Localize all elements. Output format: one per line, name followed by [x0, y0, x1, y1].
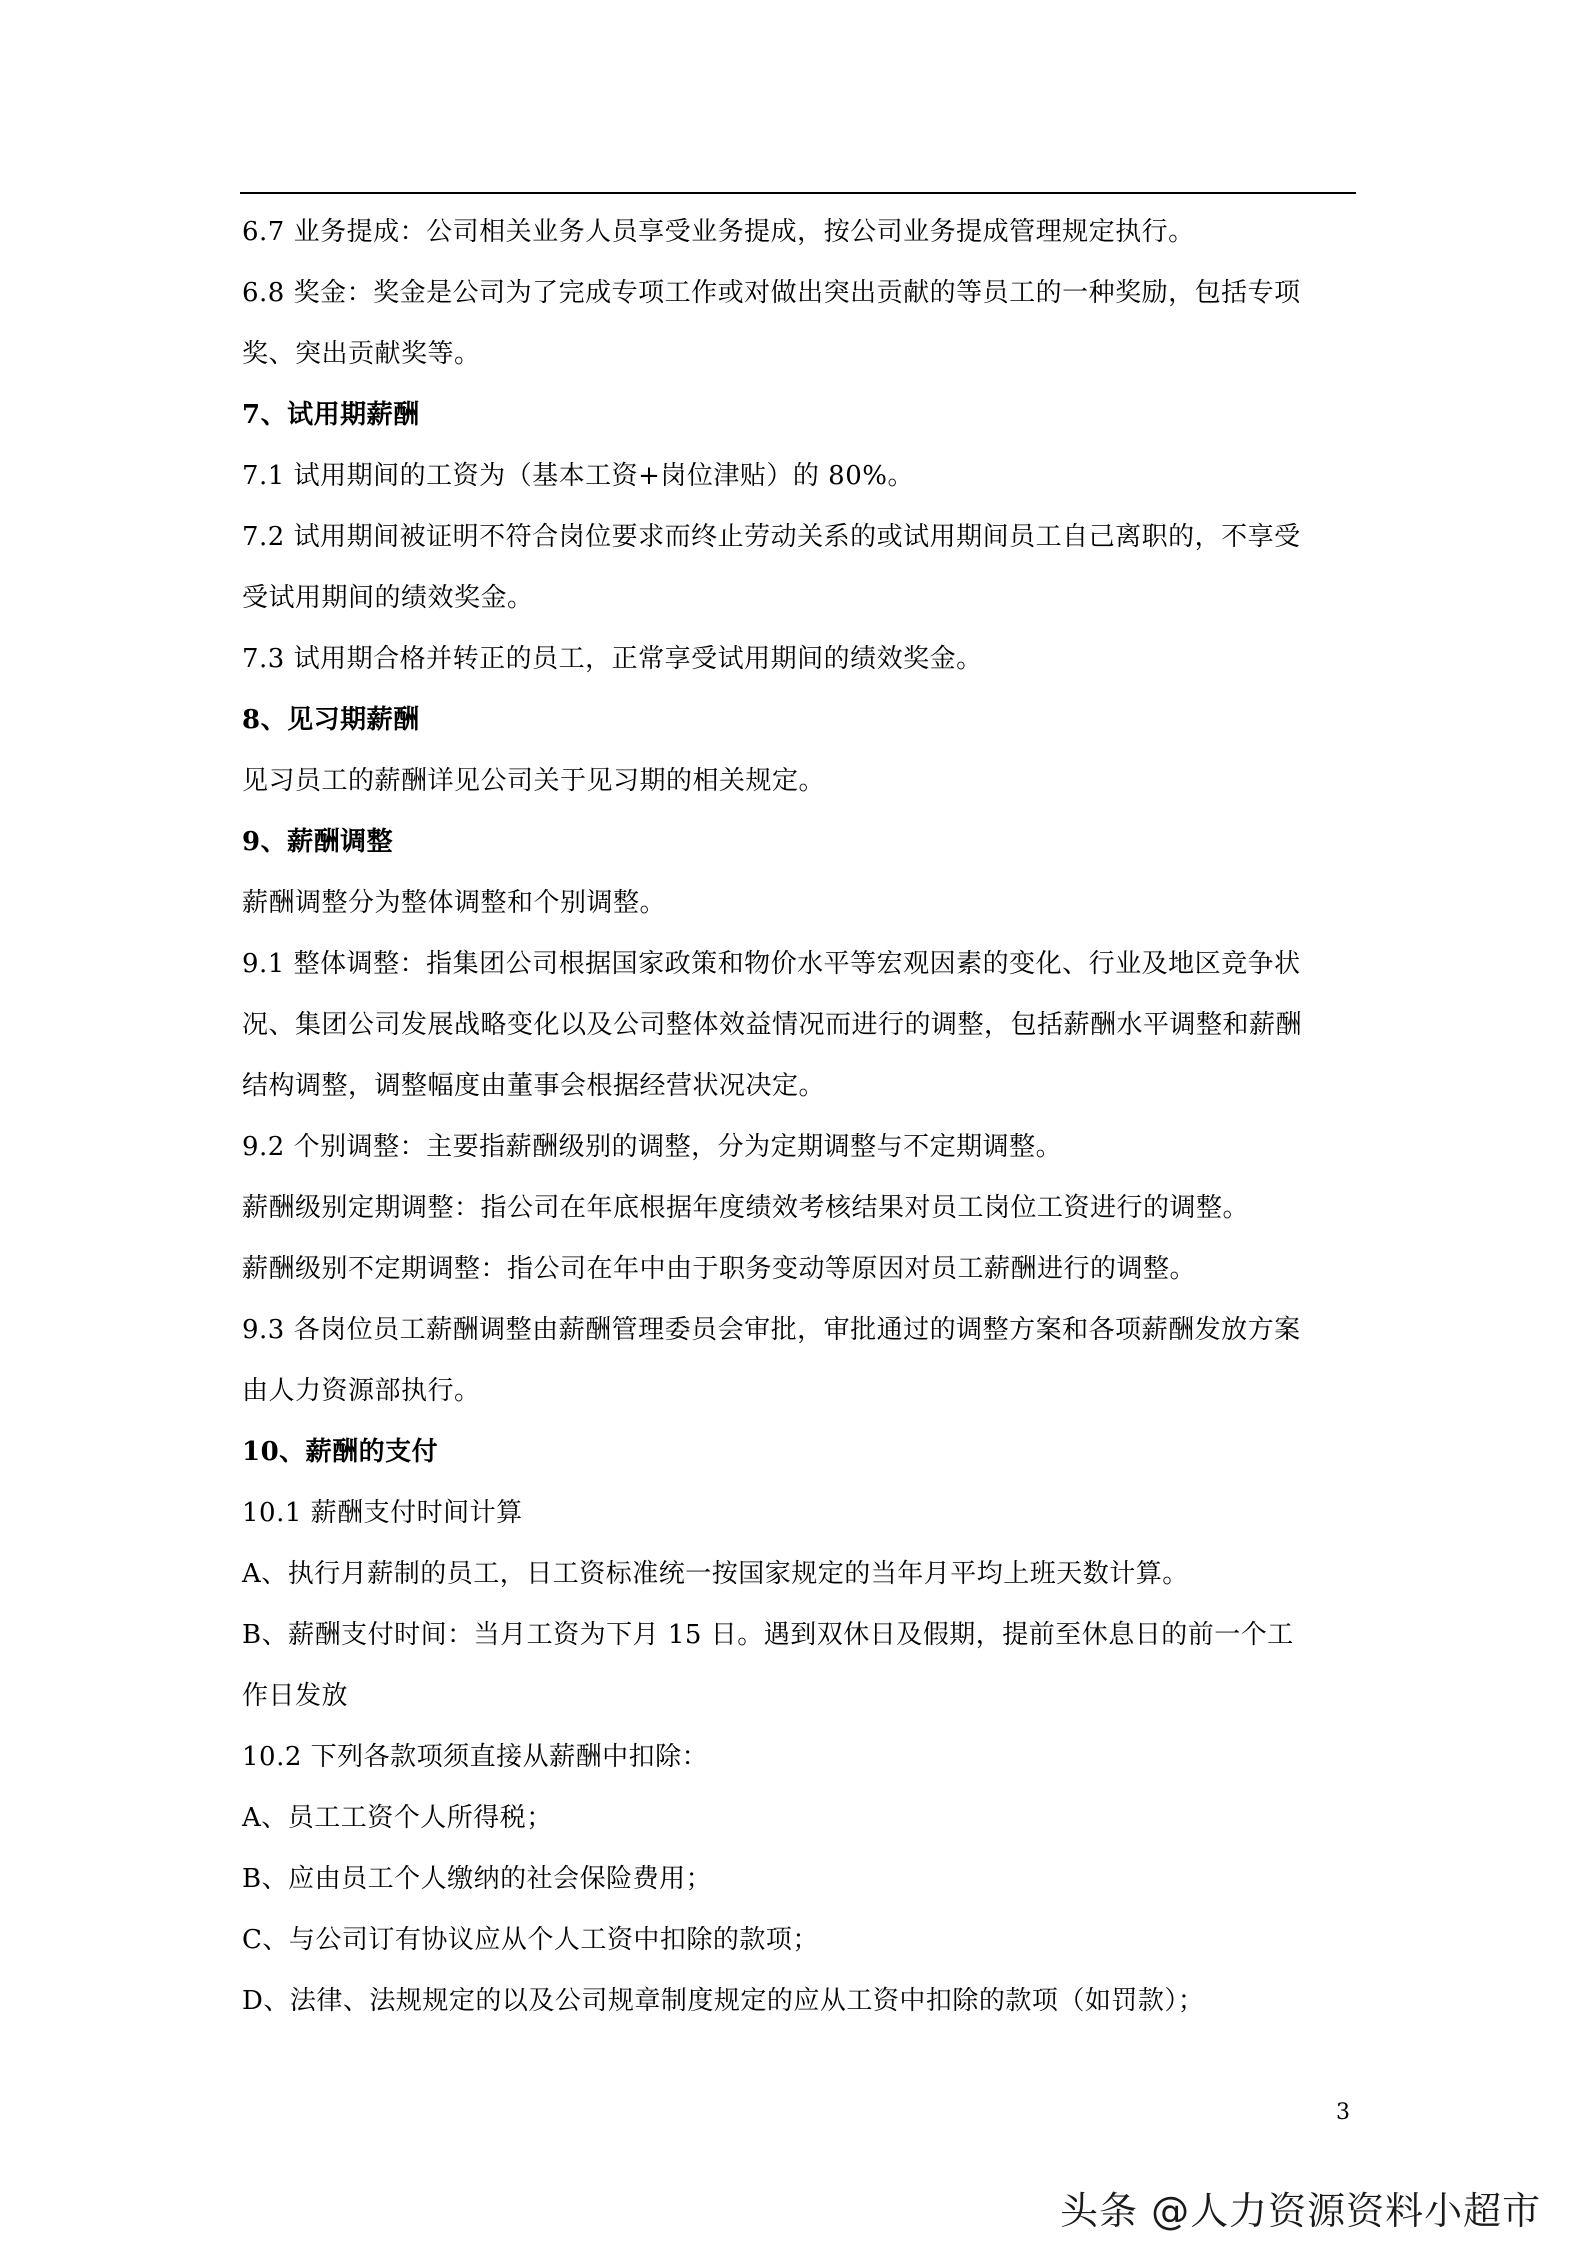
- paragraph-line: 结构调整，调整幅度由董事会根据经营状况决定。: [242, 1071, 826, 1101]
- header-rule: [240, 192, 1356, 194]
- watermark: 头条 @人力资源资料小超市: [1060, 2189, 1542, 2233]
- paragraph-line: 7.1 试用期间的工资为（基本工资+岗位津贴）的 80%。: [242, 461, 914, 491]
- paragraph-line: 10.2 下列各款项须直接从薪酬中扣除：: [242, 1742, 709, 1772]
- paragraph-line: 7.2 试用期间被证明不符合岗位要求而终止劳动关系的或试用期间员工自己离职的，不享受: [242, 522, 1301, 552]
- paragraph-line: 10.1 薪酬支付时间计算: [242, 1498, 523, 1528]
- paragraph-line: 7.3 试用期合格并转正的员工，正常享受试用期间的绩效奖金。: [242, 644, 983, 674]
- section-heading: 10、薪酬的支付: [242, 1437, 439, 1467]
- paragraph-line: B、薪酬支付时间：当月工资为下月 15 日。遇到双休日及假期，提前至休息日的前一个工: [242, 1620, 1294, 1650]
- page-number: 3: [1336, 2100, 1350, 2125]
- paragraph-line: 况、集团公司发展战略变化以及公司整体效益情况而进行的调整，包括薪酬水平调整和薪酬: [242, 1010, 1303, 1040]
- paragraph-line: 由人力资源部执行。: [242, 1376, 481, 1406]
- paragraph-line: 作日发放: [242, 1681, 349, 1711]
- paragraph-line: A、执行月薪制的员工，日工资标准统一按国家规定的当年月平均上班天数计算。: [242, 1559, 1189, 1589]
- paragraph-line: 奖、突出贡献奖等。: [242, 339, 481, 369]
- paragraph-line: 受试用期间的绩效奖金。: [242, 583, 534, 613]
- paragraph-line: 6.8 奖金：奖金是公司为了完成专项工作或对做出突出贡献的等员工的一种奖励，包括专项: [242, 278, 1301, 308]
- paragraph-line: C、与公司订有协议应从个人工资中扣除的款项；: [242, 1925, 819, 1955]
- paragraph-line: D、法律、法规规定的以及公司规章制度规定的应从工资中扣除的款项（如罚款）；: [242, 1986, 1205, 2016]
- paragraph-line: 9.2 个别调整：主要指薪酬级别的调整，分为定期调整与不定期调整。: [242, 1132, 1063, 1162]
- section-heading: 7、试用期薪酬: [242, 400, 420, 430]
- section-heading: 9、薪酬调整: [242, 827, 394, 857]
- paragraph-line: A、员工工资个人所得税；: [242, 1803, 553, 1833]
- paragraph-line: 薪酬级别定期调整：指公司在年底根据年度绩效考核结果对员工岗位工资进行的调整。: [242, 1193, 1250, 1223]
- paragraph-line: 6.7 业务提成：公司相关业务人员享受业务提成，按公司业务提成管理规定执行。: [242, 217, 1195, 247]
- paragraph-line: 9.1 整体调整：指集团公司根据国家政策和物价水平等宏观因素的变化、行业及地区竞争状: [242, 949, 1301, 979]
- paragraph-line: 见习员工的薪酬详见公司关于见习期的相关规定。: [242, 766, 826, 796]
- paragraph-line: 9.3 各岗位员工薪酬调整由薪酬管理委员会审批，审批通过的调整方案和各项薪酬发放方案: [242, 1315, 1301, 1345]
- paragraph-line: B、应由员工个人缴纳的社会保险费用；: [242, 1864, 713, 1894]
- paragraph-line: 薪酬调整分为整体调整和个别调整。: [242, 888, 667, 918]
- section-heading: 8、见习期薪酬: [242, 705, 420, 735]
- paragraph-line: 薪酬级别不定期调整：指公司在年中由于职务变动等原因对员工薪酬进行的调整。: [242, 1254, 1197, 1284]
